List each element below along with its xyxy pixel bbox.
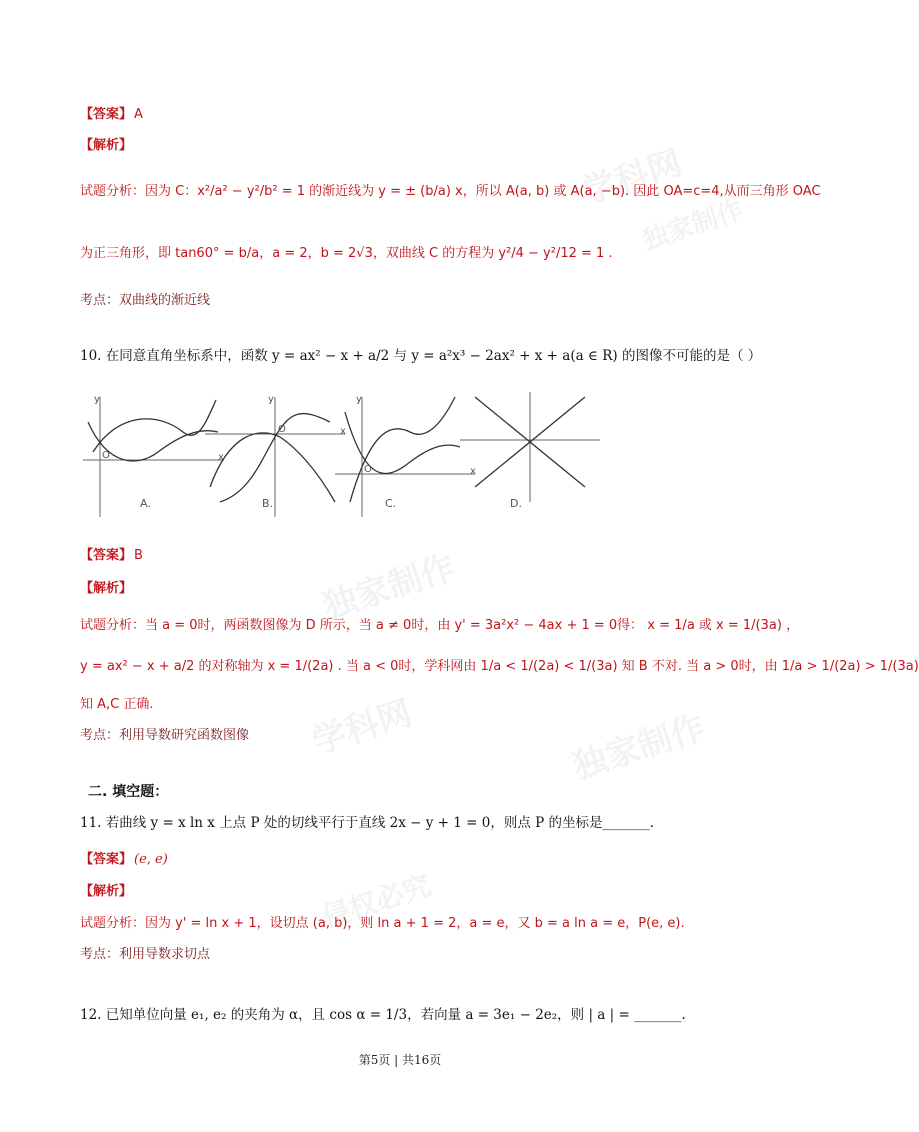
answer-value: (e, e) [134, 852, 168, 867]
watermark: 学科网 [577, 143, 687, 213]
curve-cubic [350, 397, 455, 502]
q12-stem: 12. 已知单位向量 e₁, e₂ 的夹角为 α，且 cos α = 1/3，若向量 a = 3e₁ − 2e₂，则 | a | = _______. [80, 1007, 686, 1023]
q11-analysis-label: 【解析】 [80, 884, 133, 899]
q10-kaodian: 考点：利用导数研究函数图像 [80, 728, 250, 743]
q9-answer [80, 103, 143, 122]
q11-answer [80, 848, 168, 867]
graph-b-svg [200, 392, 350, 522]
graph-c: y O x [330, 392, 480, 522]
q9-analysis-line1: 试题分析：因为 C：x²/a² − y²/b² = 1 的渐近线为 y = ± (b/a) x，所以 A(a, b) 或 A(a, −b). 因此 OA=c=4,从而三角形 OAC [80, 184, 821, 199]
answer-label: 【答案】 [80, 852, 133, 867]
q11-stem: 11. 若曲线 y = x ln x 上点 P 处的切线平行于直线 2x − y + 1 = 0，则点 P 的坐标是_______. [80, 815, 655, 831]
graph-label-d: D. [510, 497, 522, 510]
q9-kaodian: 考点：双曲线的渐近线 [80, 293, 211, 308]
watermark: 侵权必究 [318, 868, 435, 935]
q11-analysis-line1: 试题分析：因为 y' = ln x + 1，设切点 (a, b)，则 ln a + 1 = 2，a = e，又 b = a ln a = e，P(e, e). [80, 916, 685, 931]
section-title: 二. 填空题： [88, 784, 169, 800]
q10-analysis-line3: 知 A,C 正确. [80, 697, 154, 712]
graph-d [455, 392, 605, 522]
q10-analysis-line2: y = ax² − x + a/2 的对称轴为 x = 1/(2a) . 当 a < 0时，学科网由 1/a < 1/(2a) < 1/(3a) 知 B 不对. 当 a > 0时，由 1/a > 1/(2a) > 1/(3a) [80, 659, 919, 674]
watermark: 独家制作 [318, 547, 460, 628]
watermark: 独家制作 [638, 195, 747, 257]
graph-b: y O x [200, 392, 350, 522]
graph-d-svg [455, 392, 605, 522]
q9-analysis-label: 【解析】 [80, 138, 133, 153]
q10-analysis-label: 【解析】 [80, 581, 133, 596]
graph-label-c: C. [385, 497, 397, 510]
q10-analysis-line1: 试题分析：当 a = 0时，两函数图像为 D 所示，当 a ≠ 0时，由 y' = 3a²x² − 4ax + 1 = 0得： x = 1/a 或 x = 1/(3a) ， [80, 618, 800, 633]
watermark: 学科网 [307, 693, 417, 763]
answer-label: 【答案】 [80, 107, 133, 122]
graph-label-b: B. [262, 497, 274, 510]
answer-value: B [134, 548, 143, 563]
answer-label: 【答案】 [80, 548, 133, 563]
q10-answer [80, 544, 143, 563]
watermark: 独家制作 [568, 707, 710, 788]
curve-cubic [93, 400, 216, 452]
curve-quadratic [210, 433, 335, 502]
answer-value: A [134, 107, 143, 122]
graph-a: y O x [78, 392, 228, 522]
q11-kaodian: 考点：利用导数求切点 [80, 947, 211, 962]
q10-stem: 10. 在同意直角坐标系中，函数 y = ax² − x + a/2 与 y = a²x³ − 2ax² + x + a(a ∈ R) 的图像不可能的是（ ） [80, 348, 762, 364]
graph-label-a: A. [140, 497, 151, 510]
page-footer: 第5页 | 共16页 [358, 1053, 442, 1067]
q9-analysis-line2: 为正三角形，即 tan60° = b/a，a = 2，b = 2√3，双曲线 C 的方程为 y²/4 − y²/12 = 1 . [80, 246, 613, 261]
